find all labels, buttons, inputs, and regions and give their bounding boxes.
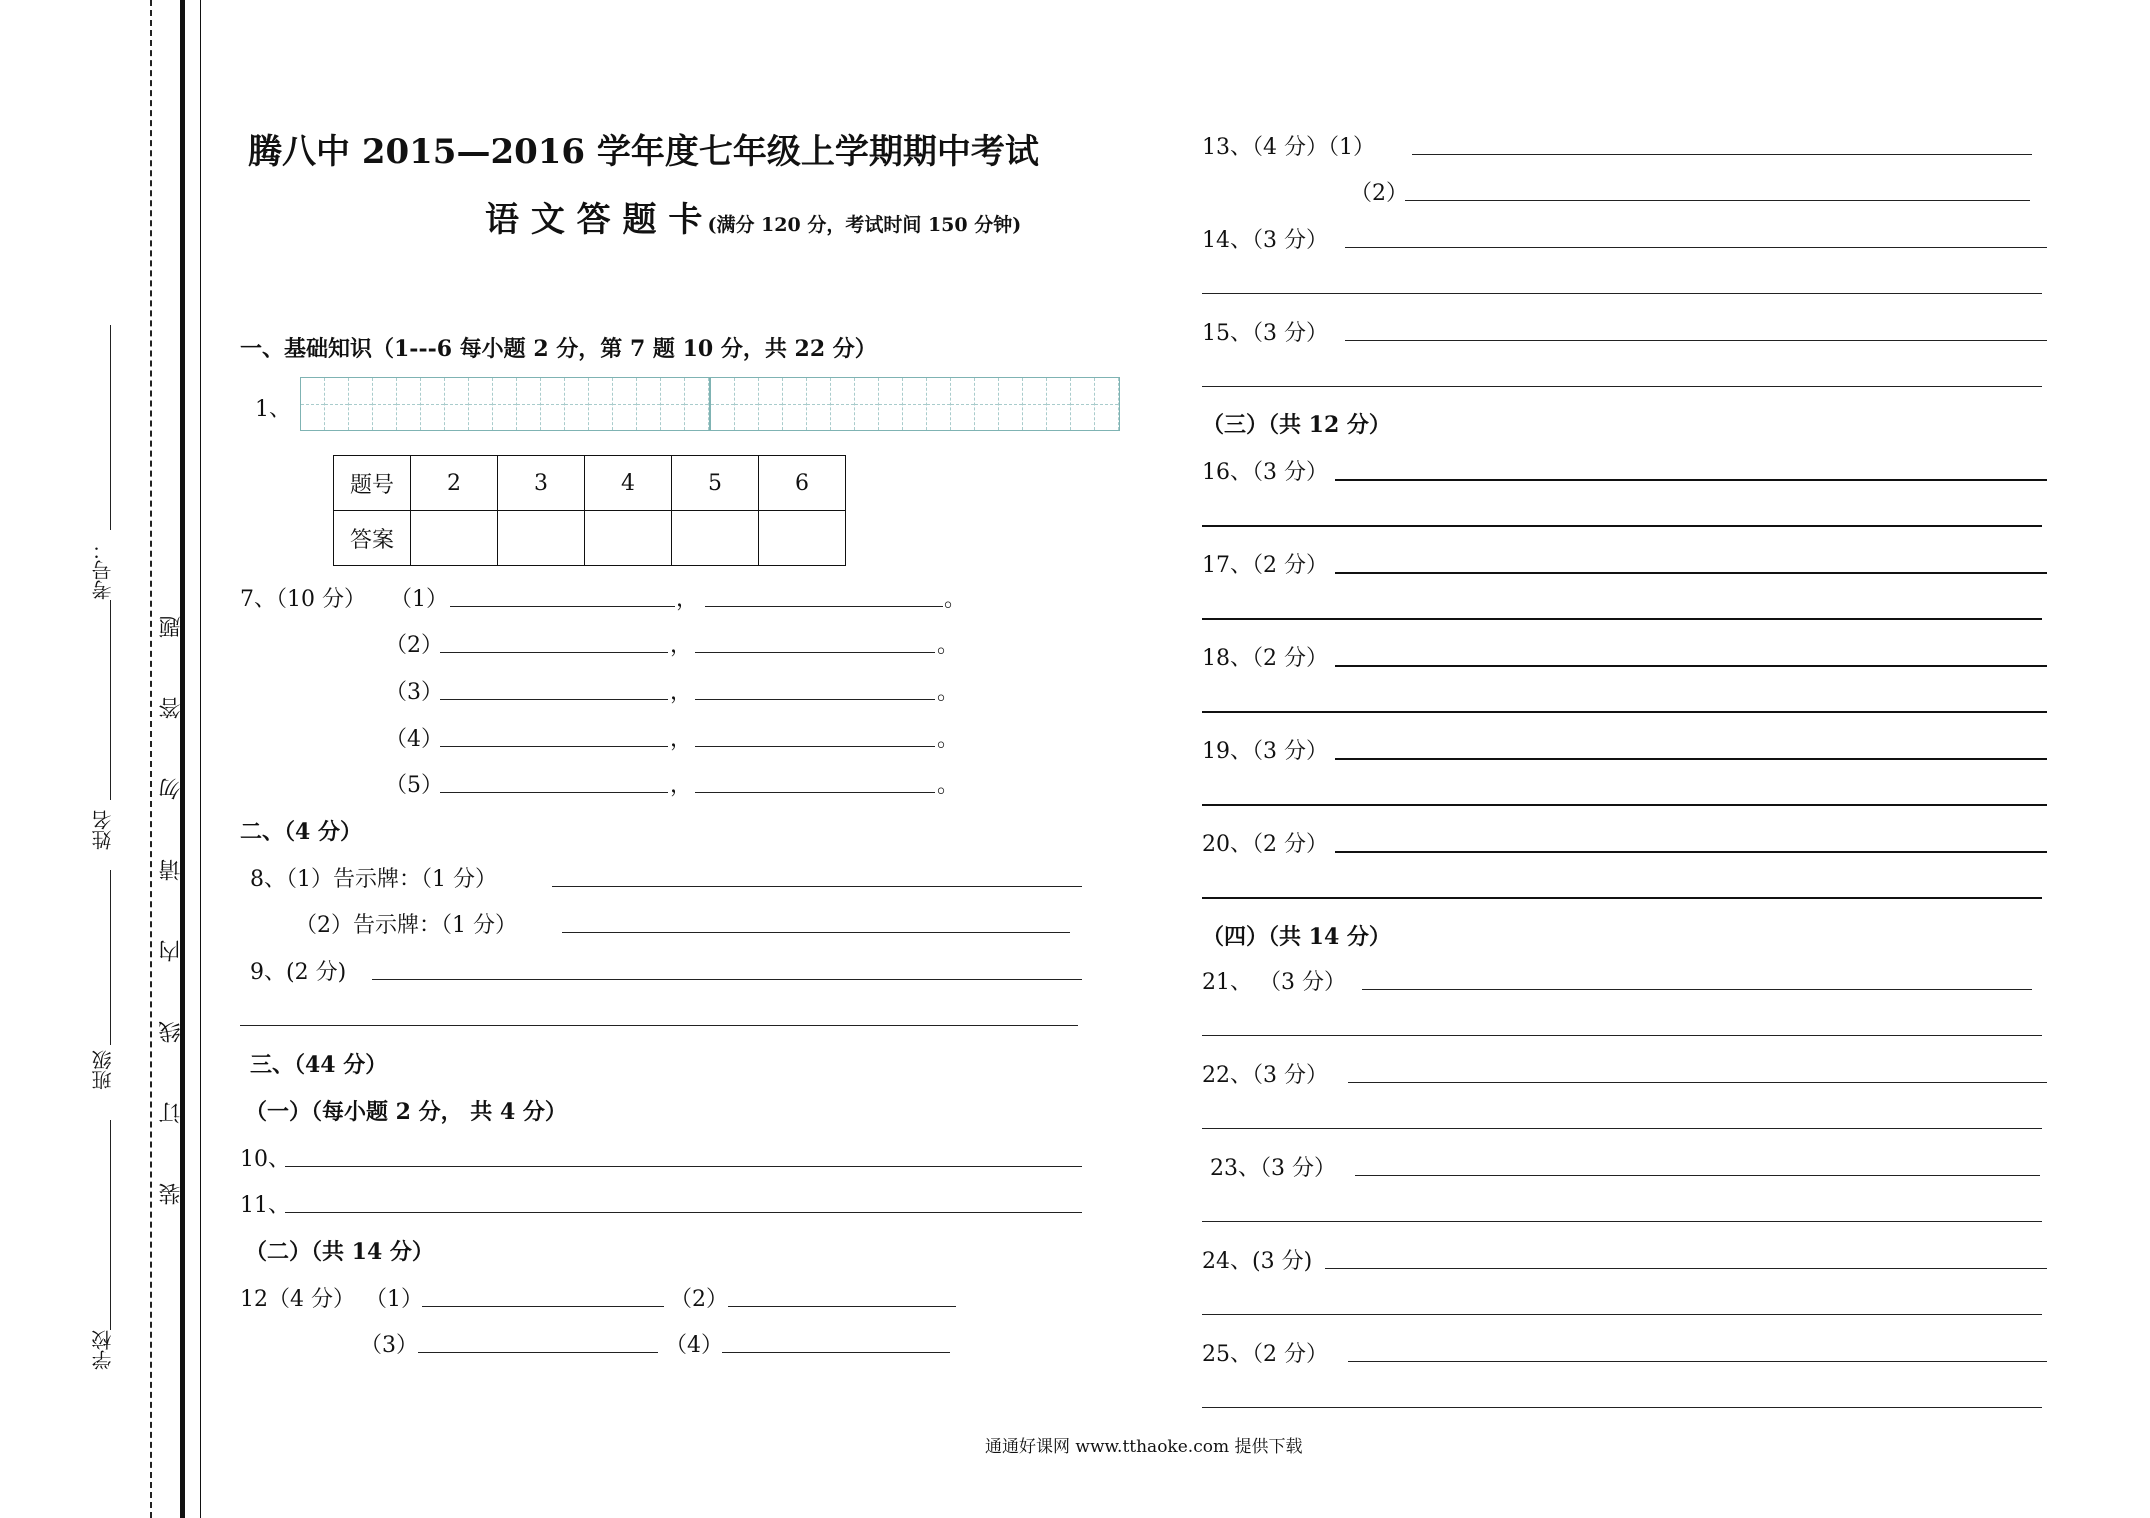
period: 。: [937, 633, 960, 658]
q7-4b-field[interactable]: [695, 746, 935, 747]
binding-notice: 装 订 线 内 请 勿 答 题: [159, 590, 184, 1205]
q25-field-line-1[interactable]: [1348, 1361, 2047, 1362]
q16-field-line-1[interactable]: [1335, 479, 2047, 481]
q9-label: 9、(2 分): [250, 960, 347, 985]
class-field[interactable]: [110, 870, 111, 1045]
table-cell: 答案: [334, 511, 411, 566]
q17-field-line-2[interactable]: [1202, 618, 2042, 620]
q13-2-label: （2）: [1350, 181, 1408, 206]
q15-label: 15、（3 分）: [1202, 321, 1328, 346]
table-cell: 6: [759, 456, 846, 511]
answer-cell[interactable]: [585, 511, 672, 566]
q12-item-1: （1）: [365, 1287, 423, 1312]
name-label: 姓名: [91, 810, 115, 850]
table-cell: 3: [498, 456, 585, 511]
binding-thin-line: [200, 0, 201, 1518]
q23-field-line-2[interactable]: [1202, 1221, 2042, 1222]
q24-field-line-2[interactable]: [1202, 1314, 2042, 1315]
q18-field-line-1[interactable]: [1335, 665, 2047, 667]
q11-field[interactable]: [285, 1212, 1082, 1213]
q8-2-label: （2）告示牌：（1 分）: [295, 913, 517, 938]
q11-label: 11、: [240, 1193, 290, 1218]
q7-item-5: （5）: [385, 773, 443, 798]
subsection-1-heading: （一）（每小题 2 分， 共 4 分）: [245, 1099, 567, 1125]
section-3-heading: 三、（44 分）: [250, 1052, 388, 1078]
q14-label: 14、（3 分）: [1202, 228, 1328, 253]
section-2-heading: 二、（4 分）: [240, 819, 362, 845]
q7-2a-field[interactable]: [440, 652, 668, 653]
table-cell: 题号: [334, 456, 411, 511]
q7-3b-field[interactable]: [695, 699, 935, 700]
q19-label: 19、（3 分）: [1202, 739, 1328, 764]
q16-label: 16、（3 分）: [1202, 460, 1328, 485]
comma: ，: [670, 680, 693, 705]
q19-field-line-2[interactable]: [1202, 804, 2047, 806]
q12-item-2: （2）: [670, 1287, 728, 1312]
period: 。: [944, 587, 967, 612]
q7-2b-field[interactable]: [695, 652, 935, 653]
q7-item-2: （2）: [385, 633, 443, 658]
q10-label: 10、: [240, 1147, 290, 1172]
footer-text: 通通好课网 www.tthaoke.com 提供下载: [985, 1437, 1303, 1457]
answer-cell[interactable]: [498, 511, 585, 566]
exam-no-field[interactable]: [110, 325, 111, 530]
answer-cell[interactable]: [672, 511, 759, 566]
school-field[interactable]: [110, 1120, 111, 1330]
q15-field-line-2[interactable]: [1202, 386, 2042, 387]
period: 。: [937, 773, 960, 798]
q21-field-line-2[interactable]: [1202, 1035, 2042, 1036]
q9-field-line-1[interactable]: [372, 979, 1082, 980]
period: 。: [937, 727, 960, 752]
page-subtitle-note: (满分 120 分，考试时间 150 分钟): [707, 214, 1022, 236]
q25-field-line-2[interactable]: [1202, 1407, 2042, 1408]
page-title: 腾八中 2015—2016 学年度七年级上学期期中考试: [248, 132, 1039, 172]
q7-item-1: （1）: [390, 587, 448, 612]
q21-label: 21、 （3 分）: [1202, 970, 1346, 995]
q24-field-line-1[interactable]: [1325, 1268, 2047, 1269]
q7-5a-field[interactable]: [440, 792, 668, 793]
q22-field-line-2[interactable]: [1202, 1128, 2042, 1129]
page-subtitle-wrap: [485, 192, 1021, 241]
q8-1-field[interactable]: [552, 886, 1082, 887]
q20-field-line-1[interactable]: [1335, 851, 2047, 853]
q22-field-line-1[interactable]: [1348, 1082, 2047, 1083]
answer-cell[interactable]: [411, 511, 498, 566]
q20-field-line-2[interactable]: [1202, 897, 2042, 899]
q1-writing-grid-a[interactable]: [300, 377, 710, 431]
table-cell: 4: [585, 456, 672, 511]
subsection-4-heading: （四）（共 14 分）: [1202, 924, 1391, 950]
q12-label: 12（4 分）: [240, 1287, 355, 1312]
comma: ，: [676, 587, 699, 612]
q12-3-field[interactable]: [418, 1352, 658, 1353]
q7-1b-field[interactable]: [705, 606, 943, 607]
comma: ，: [670, 773, 693, 798]
name-field[interactable]: [110, 600, 111, 800]
q13-2-field[interactable]: [1405, 200, 2030, 201]
period: 。: [937, 680, 960, 705]
q14-field-line-1[interactable]: [1345, 247, 2047, 248]
q18-field-line-2[interactable]: [1202, 711, 2047, 713]
q25-label: 25、（2 分）: [1202, 1342, 1328, 1367]
subsection-2-heading: （二）（共 14 分）: [245, 1239, 434, 1265]
q1-label: 1、: [255, 397, 291, 422]
answer-cell[interactable]: [759, 511, 846, 566]
table-row: [334, 456, 846, 511]
q16-field-line-2[interactable]: [1202, 525, 2042, 527]
q17-label: 17、（2 分）: [1202, 553, 1328, 578]
comma: ，: [670, 633, 693, 658]
subsection-3-heading: （三）（共 12 分）: [1202, 412, 1391, 438]
q12-1-field[interactable]: [422, 1306, 664, 1307]
q12-item-4: （4）: [665, 1333, 723, 1358]
q8-2-field[interactable]: [562, 932, 1070, 933]
q18-label: 18、（2 分）: [1202, 646, 1328, 671]
q7-item-3: （3）: [385, 680, 443, 705]
section-1-heading: 一、基础知识（1---6 每小题 2 分，第 7 题 10 分，共 22 分）: [240, 336, 877, 362]
q24-label: 24、(3 分): [1202, 1249, 1313, 1274]
q12-item-3: （3）: [360, 1333, 418, 1358]
page-subtitle: 语 文 答 题 卡: [485, 200, 703, 240]
q9-field-line-2[interactable]: [240, 1025, 1078, 1026]
table-cell: 2: [411, 456, 498, 511]
q7-label: 7、（10 分）: [240, 587, 366, 612]
q7-3a-field[interactable]: [440, 699, 668, 700]
q23-field-line-1[interactable]: [1355, 1175, 2040, 1176]
q7-1a-field[interactable]: [450, 606, 675, 607]
q12-2-field[interactable]: [728, 1306, 956, 1307]
q23-label: 23、（3 分）: [1210, 1156, 1336, 1181]
q1-writing-grid-b[interactable]: [710, 377, 1120, 431]
q20-label: 20、（2 分）: [1202, 832, 1328, 857]
q7-4a-field[interactable]: [440, 746, 668, 747]
exam-no-label: 考号：: [91, 540, 115, 600]
q15-field-line-1[interactable]: [1345, 340, 2047, 341]
q19-field-line-1[interactable]: [1335, 758, 2047, 760]
table-cell: 5: [672, 456, 759, 511]
q12-4-field[interactable]: [722, 1352, 950, 1353]
q7-5b-field[interactable]: [695, 792, 935, 793]
class-label: 班级: [91, 1050, 115, 1090]
school-label: 学校: [91, 1330, 115, 1370]
q22-label: 22、（3 分）: [1202, 1063, 1328, 1088]
q13-label: 13、（4 分）（1）: [1202, 135, 1375, 160]
answer-table: [333, 455, 846, 566]
q10-field[interactable]: [285, 1166, 1082, 1167]
q17-field-line-1[interactable]: [1335, 572, 2047, 574]
q8-1-label: 8、（1）告示牌：（1 分）: [250, 867, 497, 892]
q13-1-field[interactable]: [1412, 154, 2032, 155]
q21-field-line-1[interactable]: [1362, 989, 2032, 990]
table-row: [334, 511, 846, 566]
q14-field-line-2[interactable]: [1202, 293, 2042, 294]
binding-dashed-line: [150, 0, 152, 1518]
q7-item-4: （4）: [385, 727, 443, 752]
comma: ，: [670, 727, 693, 752]
